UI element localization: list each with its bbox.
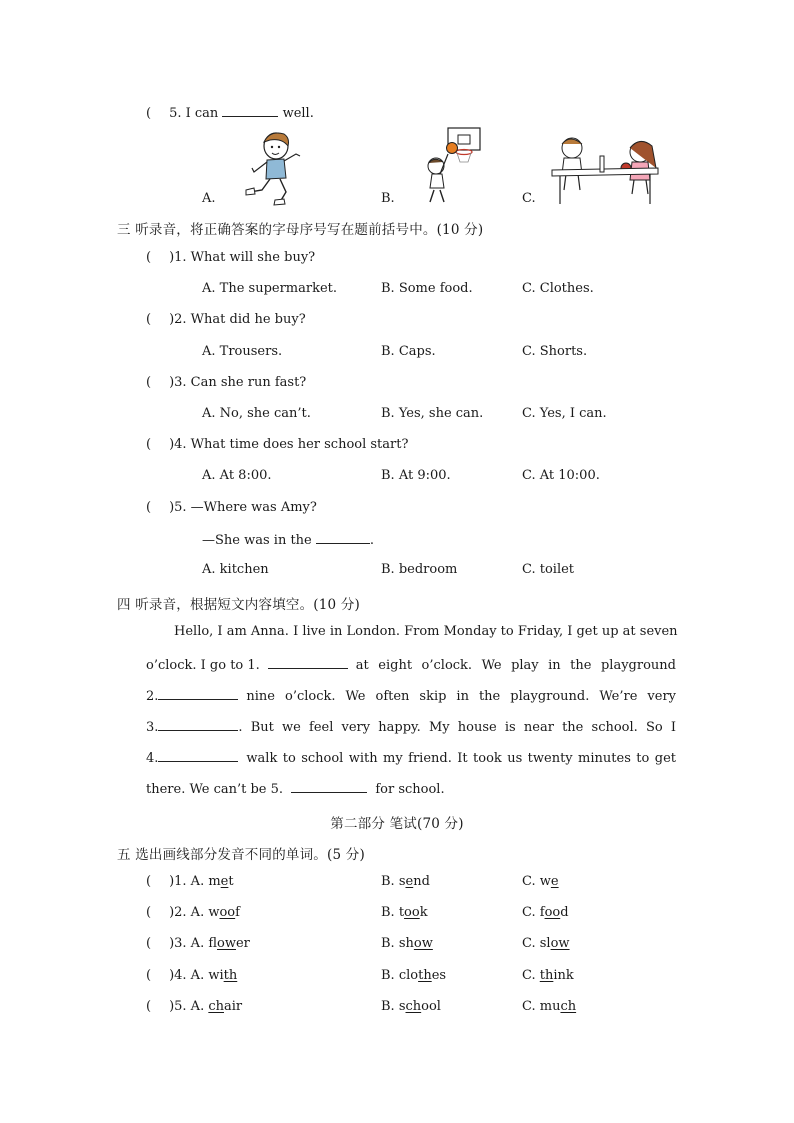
- part-2-title: 第二部分 笔试(70 分): [330, 816, 464, 832]
- option-b: B. took: [381, 905, 428, 920]
- answer-blank-3[interactable]: [158, 718, 238, 731]
- option-c: C. Yes, I can.: [522, 406, 607, 421]
- list-item: ( )3. Can she run fast?: [146, 375, 307, 390]
- option-a: A. Trousers.: [202, 344, 283, 359]
- option-a: A. At 8:00.: [202, 468, 272, 483]
- list-item: ( )2. What did he buy?: [146, 312, 306, 327]
- option-b: B. At 9:00.: [381, 468, 451, 483]
- section-4-title: 四 听录音，根据短文内容填空。(10 分): [117, 597, 360, 613]
- question-text: )1. What will she buy?: [169, 250, 316, 265]
- option-c: C. much: [522, 999, 577, 1014]
- answer-blank-2[interactable]: [158, 687, 238, 700]
- option-b: B. Yes, she can.: [381, 406, 484, 421]
- table-row: ( )4. A. with: [146, 968, 238, 983]
- table-row: ( )2. A. woof: [146, 905, 240, 920]
- question-stem: 5. I can: [169, 106, 219, 121]
- option-a-label: A.: [202, 191, 216, 206]
- answer-blank-5[interactable]: [291, 780, 367, 793]
- option-b: B. Some food.: [381, 281, 473, 296]
- section-3-title: 三 听录音，将正确答案的字母序号写在题前括号中。(10 分): [117, 222, 484, 238]
- option-b: B. Caps.: [381, 344, 436, 359]
- list-item: ( )4. What time does her school start?: [146, 437, 409, 452]
- option-c: C. Shorts.: [522, 344, 588, 359]
- option-c: C. At 10:00.: [522, 468, 600, 483]
- option-c: C. food: [522, 905, 569, 920]
- question-text: )5. —Where was Amy?: [169, 500, 317, 515]
- option-a: A. No, she can’t.: [202, 406, 311, 421]
- running-boy-picture: [240, 128, 306, 206]
- list-item: ( )5. —Where was Amy?: [146, 500, 317, 515]
- option-b: B. send: [381, 874, 430, 889]
- answer-blank-1[interactable]: [268, 656, 348, 669]
- passage-line-5: 4. walk to school with my friend. It took us twenty minutes to get: [146, 751, 676, 766]
- option-c-label: C.: [522, 191, 536, 206]
- option-b: B. bedroom: [381, 562, 458, 577]
- passage-line-3: 2. nine o’clock. We often skip in the playground. We’re very: [146, 689, 676, 704]
- table-row: ( )5. A. chair: [146, 999, 243, 1014]
- passage-line-6: there. We can’t be 5. for school.: [146, 782, 445, 797]
- option-a: A. kitchen: [202, 562, 269, 577]
- option-a: A. The supermarket.: [202, 281, 338, 296]
- option-b: B. school: [381, 999, 441, 1014]
- option-c: C. Clothes.: [522, 281, 594, 296]
- option-c: C. we: [522, 874, 559, 889]
- question-text: )3. Can she run fast?: [169, 375, 307, 390]
- answer-blank[interactable]: [316, 531, 370, 544]
- question-text: )2. What did he buy?: [169, 312, 306, 327]
- basketball-boy-picture: [418, 126, 486, 206]
- option-c: C. toilet: [522, 562, 575, 577]
- question-text: )4. What time does her school start?: [169, 437, 409, 452]
- option-b: B. clothes: [381, 968, 447, 983]
- ping-pong-picture: [546, 134, 670, 206]
- option-c: C. think: [522, 968, 574, 983]
- list-item: ( )1. What will she buy?: [146, 250, 316, 265]
- answer-blank[interactable]: [222, 104, 278, 117]
- table-row: ( )1. A. met: [146, 874, 234, 889]
- question-2-5: [146, 104, 314, 121]
- option-b-label: B.: [381, 191, 395, 206]
- section-5-title: 五 选出画线部分发音不同的单词。(5 分): [117, 847, 365, 863]
- question-line-2: —She was in the .: [202, 533, 375, 548]
- option-b: B. show: [381, 936, 433, 951]
- answer-paren-open: (: [146, 106, 152, 121]
- answer-blank-4[interactable]: [158, 749, 238, 762]
- passage-line-4: 3. . But we feel very happy. My house is near the school. So I: [146, 720, 676, 735]
- passage-line-2: o’clock. I go to 1. at eight o’clock. We play in the playground: [146, 658, 676, 673]
- passage-line-1: Hello, I am Anna. I live in London. From Monday to Friday, I get up at seven: [174, 624, 678, 639]
- question-stem-end: well.: [282, 106, 314, 121]
- table-row: ( )3. A. flower: [146, 936, 250, 951]
- option-c: C. slow: [522, 936, 570, 951]
